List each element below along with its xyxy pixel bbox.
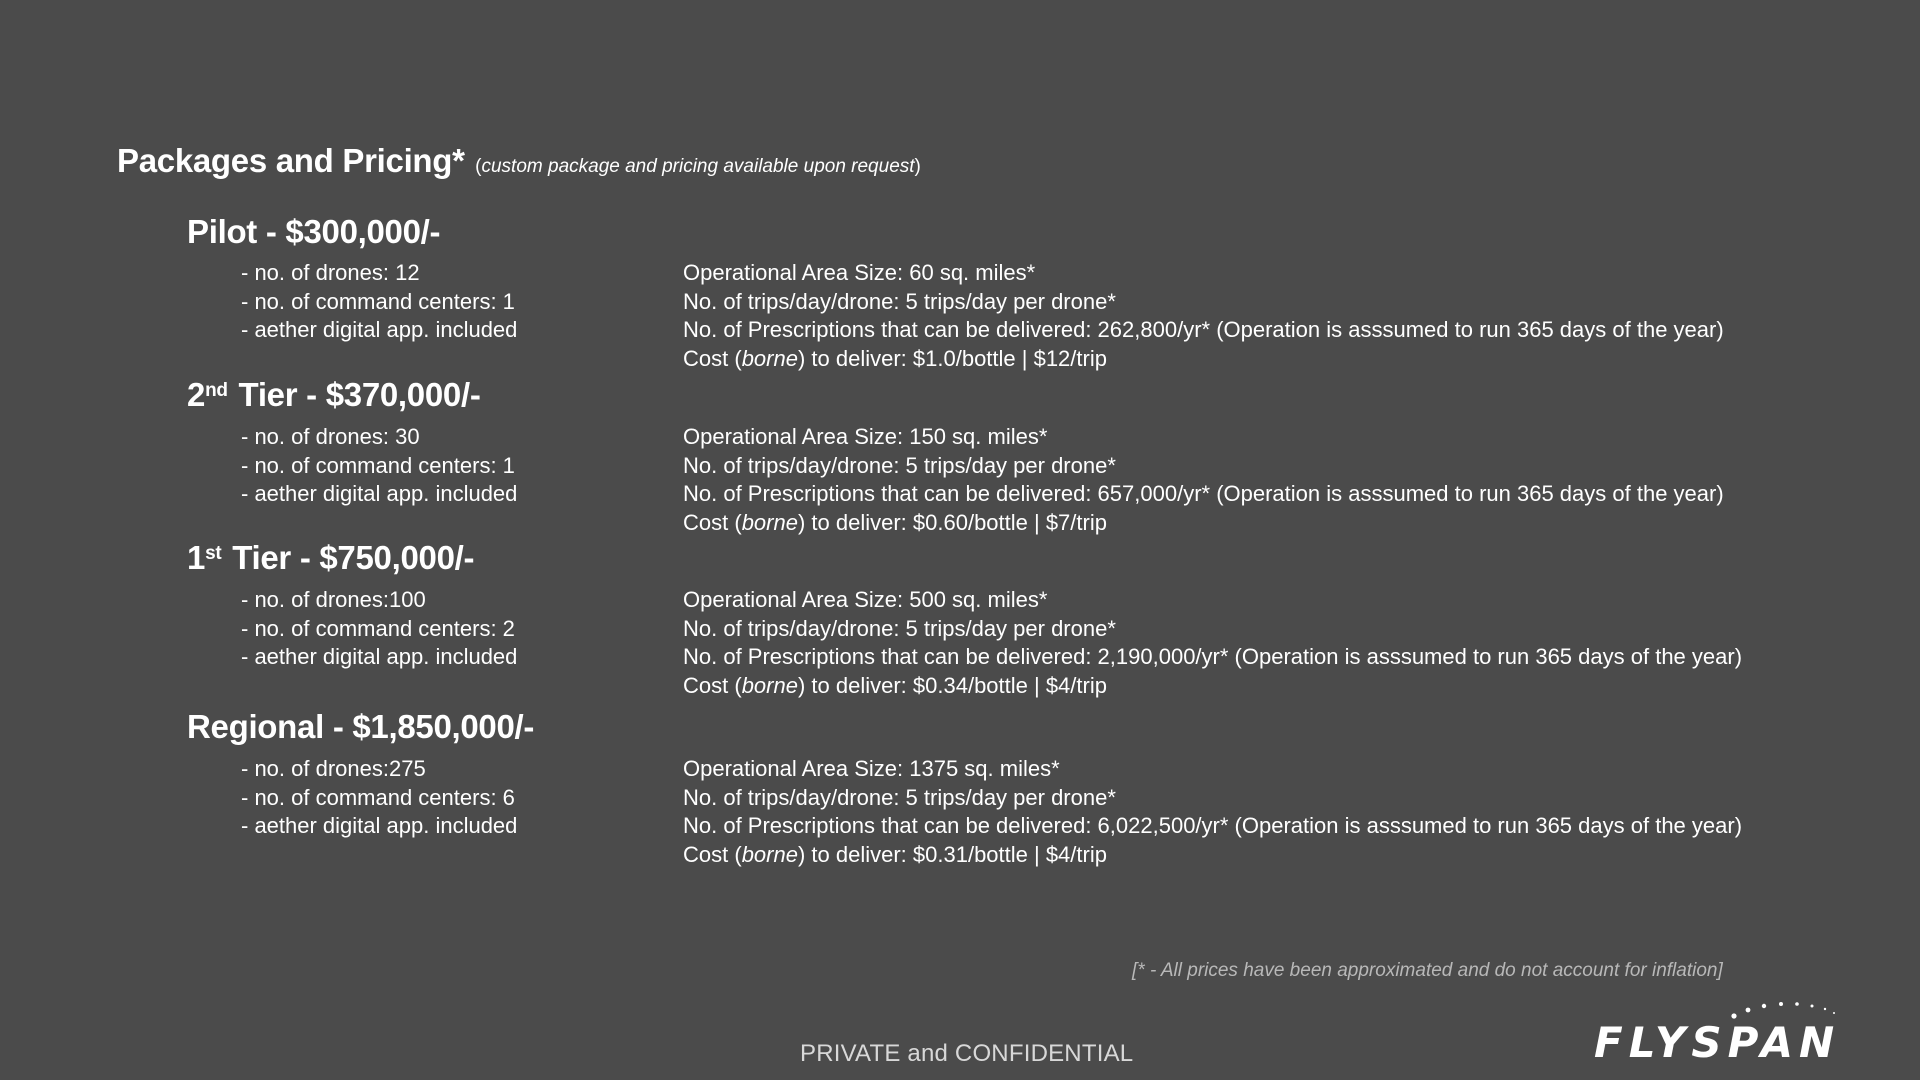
cost-suffix: ) to deliver: $0.31/bottle | $4/trip — [797, 842, 1107, 868]
cost-borne: borne — [741, 346, 798, 372]
package-details-regional — [683, 755, 1742, 870]
title-note — [475, 156, 921, 177]
detail-area: Operational Area Size: 500 sq. miles* — [683, 587, 1048, 612]
package-details-pilot — [683, 259, 1724, 374]
feature-drones: - no. of drones: 30 — [241, 424, 420, 449]
cost-prefix: Cost ( — [683, 842, 742, 868]
feature-drones: - no. of drones:275 — [241, 756, 426, 781]
package-name: Pilot - $300,000/- — [187, 213, 441, 250]
package-heading-pilot — [187, 212, 440, 252]
footnote: [* - All prices have been approximated and do not account for inflation] — [1132, 960, 1723, 981]
feature-app: - aether digital app. included — [241, 317, 518, 343]
logo-dots-icon — [1728, 1000, 1838, 1020]
package-features-2nd-tier — [241, 423, 517, 509]
title-note-prefix: ( — [475, 156, 482, 177]
cost-suffix: ) to deliver: $1.0/bottle | $12/trip — [797, 346, 1107, 372]
cost-prefix: Cost ( — [683, 510, 742, 536]
detail-area: Operational Area Size: 60 sq. miles* — [683, 260, 1036, 285]
package-name-pre: 2 — [187, 376, 206, 413]
detail-prescriptions: No. of Prescriptions that can be delivered: 6,022,500/yr* (Operation is asssumed to run 365 days of the year) — [683, 813, 1743, 839]
feature-app: - aether digital app. included — [241, 813, 518, 839]
cost-borne: borne — [741, 842, 798, 868]
package-name-post: Tier - $370,000/- — [229, 376, 481, 413]
package-details-2nd-tier — [683, 423, 1724, 538]
cost-borne: borne — [741, 673, 798, 699]
title-note-italic: custom package and pricing available upon request — [481, 156, 915, 177]
package-name: Regional - $1,850,000/- — [187, 708, 535, 745]
detail-cost — [683, 841, 1742, 870]
detail-cost — [683, 345, 1724, 374]
feature-command-centers: - no. of command centers: 1 — [241, 288, 515, 314]
detail-cost — [683, 672, 1742, 701]
detail-cost — [683, 509, 1724, 538]
feature-app: - aether digital app. included — [241, 644, 518, 670]
package-details-1st-tier — [683, 586, 1742, 701]
cost-prefix: Cost ( — [683, 346, 742, 372]
detail-area: Operational Area Size: 1375 sq. miles* — [683, 756, 1060, 781]
feature-command-centers: - no. of command centers: 6 — [241, 784, 515, 810]
detail-trips: No. of trips/day/drone: 5 trips/day per drone* — [683, 288, 1116, 314]
feature-drones: - no. of drones:100 — [241, 587, 426, 612]
feature-command-centers: - no. of command centers: 1 — [241, 452, 515, 478]
detail-trips: No. of trips/day/drone: 5 trips/day per drone* — [683, 452, 1116, 478]
cost-prefix: Cost ( — [683, 673, 742, 699]
detail-trips: No. of trips/day/drone: 5 trips/day per drone* — [683, 615, 1116, 641]
detail-prescriptions: No. of Prescriptions that can be delivered: 657,000/yr* (Operation is asssumed to run 365 days of the year) — [683, 481, 1724, 507]
flyspan-logo — [1594, 1000, 1900, 1067]
package-features-pilot — [241, 259, 517, 345]
confidential-label: PRIVATE and CONFIDENTIAL — [800, 1040, 1134, 1067]
package-name-sup: nd — [205, 380, 228, 401]
package-heading-2nd-tier — [187, 375, 481, 415]
detail-prescriptions: No. of Prescriptions that can be delivered: 2,190,000/yr* (Operation is asssumed to run 365 days of the year) — [683, 644, 1743, 670]
cost-suffix: ) to deliver: $0.34/bottle | $4/trip — [797, 673, 1107, 699]
cost-suffix: ) to deliver: $0.60/bottle | $7/trip — [797, 510, 1107, 536]
feature-drones: - no. of drones: 12 — [241, 260, 420, 285]
feature-command-centers: - no. of command centers: 2 — [241, 615, 515, 641]
package-name-post: Tier - $750,000/- — [223, 539, 475, 576]
detail-trips: No. of trips/day/drone: 5 trips/day per drone* — [683, 784, 1116, 810]
package-heading-1st-tier — [187, 538, 474, 578]
logo-text: FLYSPAN — [1594, 1018, 1841, 1067]
package-heading-regional — [187, 707, 534, 747]
package-features-regional — [241, 755, 517, 841]
cost-borne: borne — [741, 510, 798, 536]
detail-area: Operational Area Size: 150 sq. miles* — [683, 424, 1048, 449]
package-features-1st-tier — [241, 586, 517, 672]
title-note-suffix: ) — [914, 156, 921, 177]
feature-app: - aether digital app. included — [241, 481, 518, 507]
package-name-pre: 1 — [187, 539, 206, 576]
page-title — [117, 142, 921, 180]
title-main: Packages and Pricing* — [117, 142, 465, 179]
detail-prescriptions: No. of Prescriptions that can be delivered: 262,800/yr* (Operation is asssumed to run 365 days of the year) — [683, 317, 1724, 343]
package-name-sup: st — [205, 543, 222, 564]
